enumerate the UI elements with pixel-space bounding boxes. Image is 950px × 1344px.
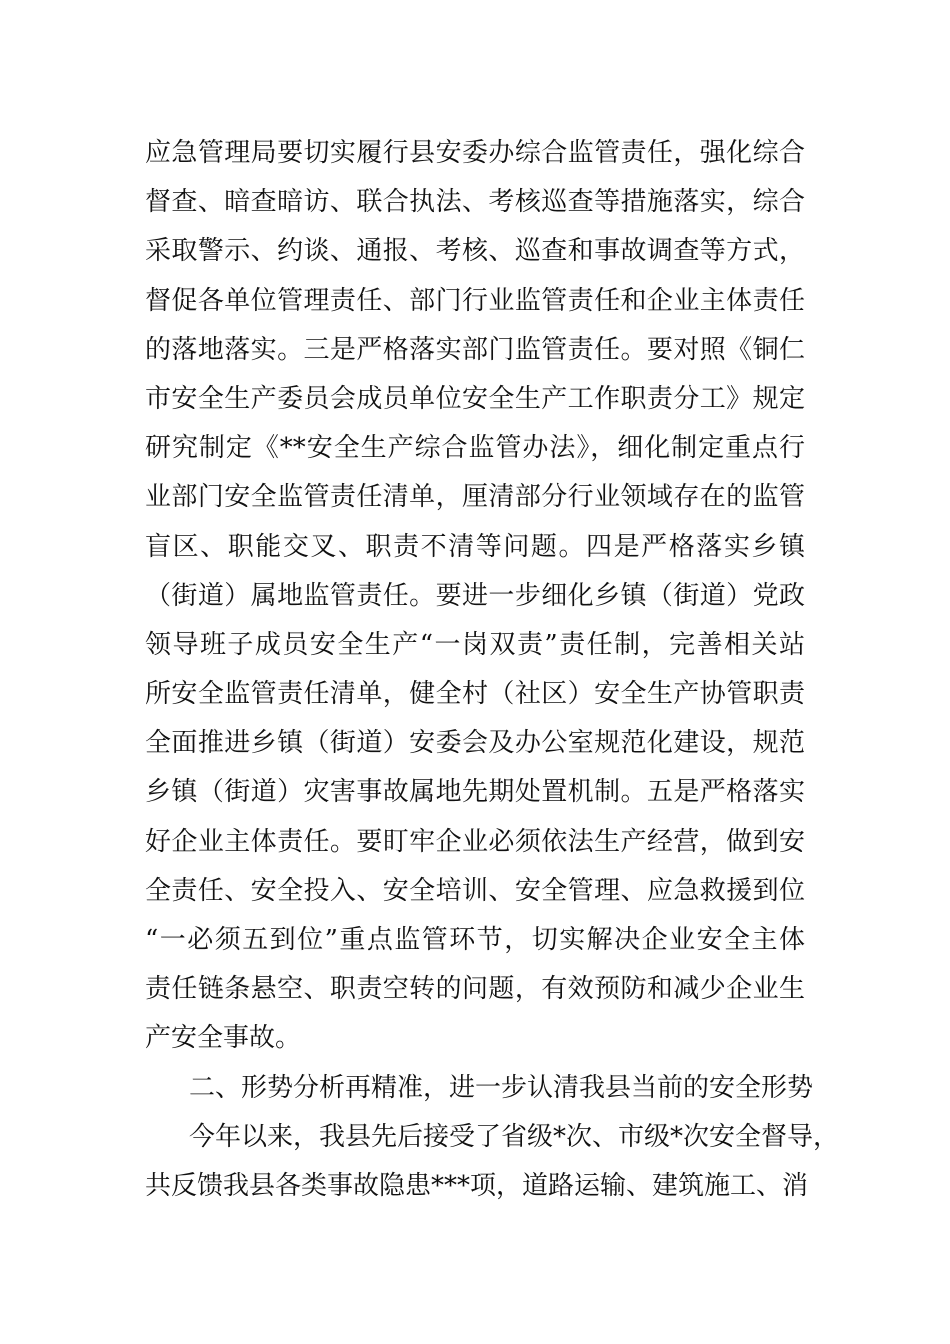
text-line: 所安全监管责任清单，健全村（社区）安全生产协管职责 (145, 679, 805, 710)
text-line: （街道）属地监管责任。要进一步细化乡镇（街道）党政 (145, 580, 805, 611)
text-line: 采取警示、约谈、通报、考核、巡查和事故调查等方式， (145, 236, 805, 267)
text-line: 盲区、职能交叉、职责不清等问题。四是严格落实乡镇 (145, 531, 805, 562)
text-line: 好企业主体责任。要盯牢企业必须依法生产经营，做到安 (145, 826, 805, 857)
text-line: 的落地落实。三是严格落实部门监管责任。要对照《铜仁 (145, 334, 805, 365)
text-line: 督促各单位管理责任、部门行业监管责任和企业主体责任 (145, 285, 805, 316)
text-line: “一必须五到位”重点监管环节，切实解决企业安全主体 (145, 925, 805, 955)
text-line: 应急管理局要切实履行县安委办综合监管责任，强化综合 (145, 138, 805, 168)
text-line: 研究制定《**安全生产综合监管办法》，细化制定重点行 (145, 433, 805, 464)
text-line: 督查、暗查暗访、联合执法、考核巡查等措施落实，综合 (145, 187, 805, 218)
text-line: 责任链条悬空、职责空转的问题，有效预防和减少企业生 (145, 974, 805, 1005)
text-line: 业部门安全监管责任清单，厘清部分行业领域存在的监管 (145, 482, 805, 513)
text-line: 共反馈我县各类事故隐患***项，道路运输、建筑施工、消 (145, 1170, 809, 1201)
text-line: 乡镇（街道）灾害事故属地先期处置机制。五是严格落实 (145, 777, 805, 808)
text-line: 市安全生产委员会成员单位安全生产工作职责分工》规定 (145, 383, 805, 414)
section-heading: 二、形势分析再精准，进一步认清我县当前的安全形势 (189, 1072, 814, 1103)
text-line: 全责任、安全投入、安全培训、安全管理、应急救援到位 (145, 875, 805, 906)
text-line: 产安全事故。 (145, 1023, 302, 1054)
document-body (145, 129, 840, 1211)
text-line: 领导班子成员安全生产“一岗双责”责任制，完善相关站 (145, 629, 805, 660)
text-line: 今年以来，我县先后接受了省级*次、市级*次安全督导， (189, 1121, 840, 1152)
text-line: 全面推进乡镇（街道）安委会及办公室规范化建设，规范 (145, 728, 805, 759)
